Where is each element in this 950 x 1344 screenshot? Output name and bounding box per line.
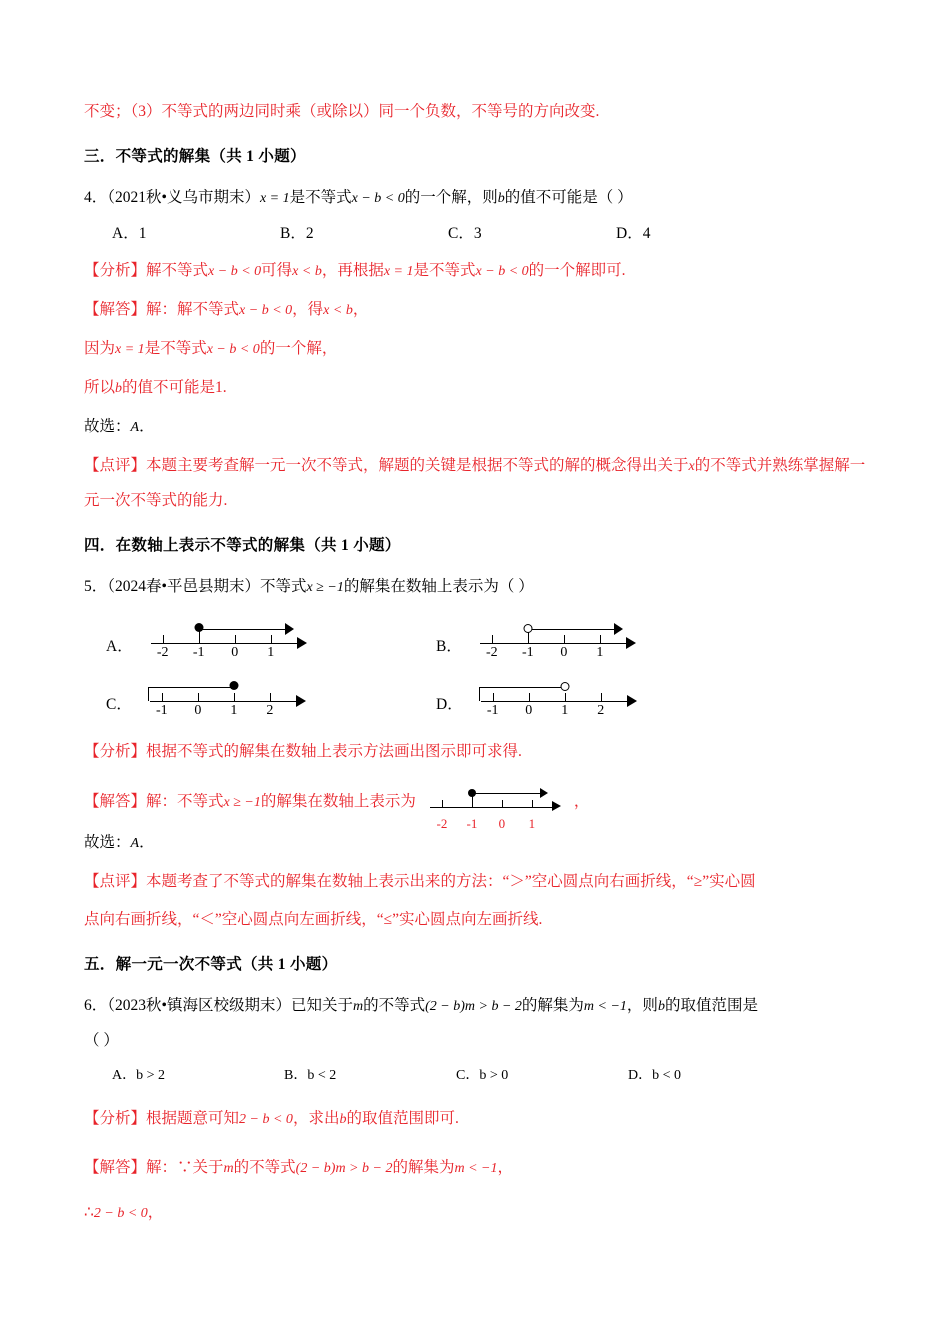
question-4-bracket: （ ） [597, 189, 633, 206]
answer-math-2: x < b [323, 303, 353, 318]
answer2-text-3: 的一个解， [259, 340, 338, 357]
comment-text-1: 本题考查了不等式的解集在数轴上表示出来的方法：“＞”空心圆点向右画折线，“ [146, 873, 694, 891]
question-4-options [84, 218, 866, 250]
answer2-text-2: 是不等式 [144, 340, 207, 357]
question-4-comment [84, 449, 866, 518]
solution-endpoint-filled-dot [229, 681, 238, 690]
tick [163, 635, 164, 644]
question-4-math-3: b [497, 191, 505, 206]
option-d[interactable]: D．4 [616, 225, 651, 242]
analysis-text-1: 根据题意可知 [146, 1110, 240, 1128]
tick [235, 635, 236, 644]
comment-label: 【点评】 [84, 457, 147, 474]
answer-math-3: m < −1 [454, 1161, 498, 1177]
answer2-math-1: x = 1 [115, 342, 145, 357]
answer3-text-2: 的值不可能是1. [122, 379, 227, 396]
question-6-source: （2023秋•镇海区校级期末） [107, 997, 291, 1015]
question-5-comment-line-2 [84, 903, 866, 937]
question-5-choices-row-2 [84, 669, 866, 721]
answer-text-2: 的不等式 [233, 1159, 296, 1177]
answer-text-3: ， [352, 301, 369, 318]
tick-label: -1 [466, 816, 478, 831]
answer4-math-1: A [130, 420, 140, 435]
comment-symbol-le: ≤ [383, 911, 393, 929]
answer2-math-1: 2 − b < 0 [93, 1206, 148, 1222]
tick-label: 1 [267, 645, 275, 660]
question-4-math-2: x − b < 0 [351, 191, 405, 206]
option-b[interactable]: B．b < 2 [284, 1068, 337, 1084]
tick-label: 0 [560, 645, 568, 660]
question-4-answer-line-3 [84, 371, 866, 406]
choice-c-numberline [136, 669, 314, 721]
solution-ray [148, 687, 234, 688]
choice-d[interactable] [436, 669, 645, 721]
axis-line [150, 701, 300, 702]
analysis-label: 【分析】 [84, 743, 147, 760]
answer2-text-2: ， [147, 1204, 164, 1222]
ray-left-cap [479, 687, 480, 701]
answer2-text-2: ． [139, 834, 155, 852]
question-6-text-3: 的解集为 [521, 997, 584, 1015]
question-6-text-2: 的不等式 [363, 997, 426, 1015]
question-6-text-5: 的取值范围是 [664, 997, 758, 1015]
tick-label: -1 [156, 703, 168, 718]
tick [492, 635, 493, 644]
answer-label: 【解答】 [84, 1159, 147, 1177]
question-6-math-1: m [352, 999, 364, 1015]
analysis-text-3: ，再根据 [321, 262, 384, 279]
analysis-math-1: 2 − b < 0 [239, 1112, 293, 1128]
choice-b-label: B． [436, 638, 462, 655]
comment-text-2: 的不等式并熟练掌握解一元一次不等式的能力. [84, 457, 866, 509]
question-4-analysis [84, 254, 866, 289]
axis-arrow-icon [627, 695, 637, 707]
question-6-options [84, 1060, 866, 1092]
option-a[interactable]: A．1 [112, 225, 147, 242]
answer-math-1: x − b < 0 [239, 303, 293, 318]
answer-text-2: 的解集在数轴上表示为 [260, 793, 416, 811]
question-5-text-2: 的解集在数轴上表示为 [343, 578, 499, 595]
axis-arrow-icon [626, 637, 636, 649]
axis-arrow-icon [296, 695, 306, 707]
answer-label: 【解答】 [84, 793, 147, 811]
comment-math-1: x [688, 459, 695, 474]
question-5-math-1: x ≥ −1 [306, 580, 344, 595]
question-5-bracket: （ ） [498, 578, 534, 595]
answer3-math-1: b [115, 381, 123, 396]
ray-left-cap [148, 687, 149, 701]
page-bottom-space [84, 1231, 866, 1241]
solution-ray [528, 629, 616, 630]
tick-label: -1 [486, 703, 499, 718]
question-6-bracket: （ ） [84, 1032, 119, 1050]
analysis-math-3: x = 1 [383, 264, 414, 279]
answer-math-1: m [223, 1161, 234, 1177]
option-d[interactable]: D．b < 0 [628, 1068, 682, 1084]
tick [234, 693, 235, 702]
question-6-answer-line-1 [84, 1151, 866, 1186]
analysis-math-1: x − b < 0 [208, 264, 262, 279]
answer2-text-1: 故选： [84, 834, 131, 852]
question-5-answer [84, 785, 866, 831]
analysis-text: 根据不等式的解集在数轴上表示方法画出图示即可求得. [146, 743, 522, 760]
analysis-text-2: 可得 [261, 262, 293, 279]
question-4-text-3: 的值不可能是 [504, 189, 598, 206]
choice-a-label: A． [106, 638, 133, 655]
question-4-number: 4． [84, 189, 108, 206]
analysis-text-3: 的取值范围即可. [346, 1110, 459, 1128]
question-5-comment-line-1 [84, 865, 866, 899]
choice-a-numberline [137, 611, 315, 663]
axis-line [480, 643, 630, 644]
choice-c[interactable] [106, 669, 436, 721]
question-6-stem [84, 989, 866, 1024]
tick [600, 635, 601, 644]
tick [493, 693, 494, 702]
answer-text-3: 的解集为 [392, 1159, 455, 1177]
analysis-text-1: 解不等式 [146, 262, 209, 279]
analysis-math-2: b [339, 1112, 347, 1128]
solution-endpoint-open-dot [560, 682, 569, 691]
question-6-math-4: b [657, 999, 665, 1015]
tick-label: 1 [230, 703, 238, 718]
answer2-text-1: 因为 [84, 340, 116, 357]
option-c[interactable]: C．3 [448, 225, 482, 242]
answer2-math-2: x − b < 0 [206, 342, 260, 357]
question-4-answer-line-4 [84, 410, 866, 445]
answer-text-1: 解：不等式 [146, 793, 224, 811]
comment-text-3: 点向右画折线，“＜”空心圆点向左画折线，“ [84, 911, 384, 929]
tick [270, 693, 271, 702]
answer2-math-1: A [130, 836, 140, 852]
tick [162, 693, 163, 702]
choice-b[interactable] [436, 611, 644, 663]
analysis-text-4: 是不等式 [413, 262, 476, 279]
answer-label: 【解答】 [84, 301, 147, 318]
analysis-text-5: 的一个解即可. [528, 262, 626, 279]
section-heading-3: 三．不等式的解集（共 1 小题） [84, 148, 306, 165]
solution-endpoint-open-dot [523, 624, 532, 633]
ray-arrow-icon [285, 623, 294, 635]
tick-label: 1 [528, 816, 536, 831]
section-heading-4: 四．在数轴上表示不等式的解集（共 1 小题） [84, 537, 401, 554]
tick [271, 635, 272, 644]
solution-endpoint-filled-dot [194, 623, 203, 632]
answer-numberline [420, 785, 570, 831]
option-a[interactable]: A．b > 2 [112, 1068, 166, 1084]
tick [565, 693, 566, 702]
question-5-source: （2024春•平邑县期末） [107, 578, 260, 595]
axis-line [481, 701, 631, 702]
choice-a[interactable] [106, 611, 436, 663]
question-4-text-1: 是不等式 [289, 189, 352, 206]
tick-label: -1 [192, 645, 205, 660]
tick-label: -2 [436, 816, 448, 831]
comment-text-1: 本题主要考查解一元一次不等式，解题的关键是根据不等式的解的概念得出关于 [146, 457, 689, 474]
question-5-analysis [84, 735, 866, 769]
answer3-text-1: 所以 [84, 379, 116, 396]
answer-text-1: 解：∵关于 [146, 1159, 224, 1177]
tick-label: 1 [596, 645, 604, 660]
question-5-number: 5． [84, 578, 108, 595]
question-6-number: 6． [84, 997, 108, 1015]
analysis-label: 【分析】 [84, 262, 147, 279]
axis-arrow-icon [297, 637, 307, 649]
choice-c-label: C． [106, 696, 132, 713]
answer-text-1: 解：解不等式 [146, 301, 240, 318]
question-6-math-2: (2 − b)m > b − 2 [425, 999, 522, 1015]
choice-d-numberline [467, 669, 645, 721]
solution-ray [199, 629, 287, 630]
question-6-text-4: ，则 [626, 997, 658, 1015]
tick-label: -2 [486, 645, 498, 660]
tick-label: 0 [231, 645, 239, 660]
comment-symbol-ge: ≥ [693, 873, 703, 891]
tick-label: 0 [498, 816, 506, 831]
comment-text-2: ”实心圆 [702, 873, 756, 891]
tick-label: 1 [561, 703, 569, 718]
tick-label: -2 [156, 645, 169, 660]
question-6-math-3: m < −1 [583, 999, 627, 1015]
analysis-math-4: x − b < 0 [475, 264, 529, 279]
solution-ray [479, 687, 565, 688]
analysis-math-2: x < b [292, 264, 322, 279]
question-5-text-1: 不等式 [259, 578, 307, 595]
tick-label: 0 [194, 703, 202, 718]
question-6-text-1: 已知关于 [290, 997, 353, 1015]
tick-label: -1 [522, 645, 534, 660]
answer-text-2: ，得 [292, 301, 324, 318]
tick [601, 693, 602, 702]
tick-label: 0 [525, 703, 533, 718]
answer4-text-2: ． [139, 418, 155, 435]
question-4-answer-line-1 [84, 293, 866, 328]
tick-label: 2 [597, 703, 605, 718]
tick [564, 635, 565, 644]
question-5-choices-row-1 [84, 611, 866, 663]
section-heading-5: 五．解一元一次不等式（共 1 小题） [84, 956, 338, 974]
axis-line [151, 643, 301, 644]
choice-b-numberline [466, 611, 644, 663]
analysis-text-2: ，求出 [292, 1110, 340, 1128]
answer-text-4: ， [497, 1159, 513, 1177]
tick-label: 2 [266, 703, 274, 718]
question-4-text-2: 的一个解，则 [404, 189, 498, 206]
question-5-stem [84, 570, 866, 605]
answer-math-2: (2 − b)m > b − 2 [295, 1161, 393, 1177]
question-4-math-1: x = 1 [259, 191, 290, 206]
question-4-stem [84, 181, 866, 216]
tick [198, 693, 199, 702]
choice-d-label: D． [436, 696, 463, 713]
answer-tail: ， [573, 793, 590, 811]
tick [529, 693, 530, 702]
question-4-answer-line-2 [84, 332, 866, 367]
answer-math-1: x ≥ −1 [223, 795, 261, 811]
ray-arrow-icon [614, 623, 623, 635]
question-4-source: （2021秋•义乌市期末） [107, 189, 260, 206]
analysis-label: 【分析】 [84, 1110, 147, 1128]
top-continuation-line: 不变；（3）不等式的两边同时乘（或除以）同一个负数，不等号的方向改变. [84, 103, 600, 120]
question-6-analysis [84, 1102, 866, 1137]
question-6-answer-line-2 [84, 1196, 866, 1231]
answer4-text-1: 故选： [84, 418, 131, 435]
option-c[interactable]: C．b > 0 [456, 1068, 509, 1084]
comment-label: 【点评】 [84, 873, 147, 891]
answer2-text-1: ∴ [84, 1204, 94, 1222]
option-b[interactable]: B．2 [280, 225, 314, 242]
comment-text-4: ”实心圆点向左画折线. [392, 911, 543, 929]
